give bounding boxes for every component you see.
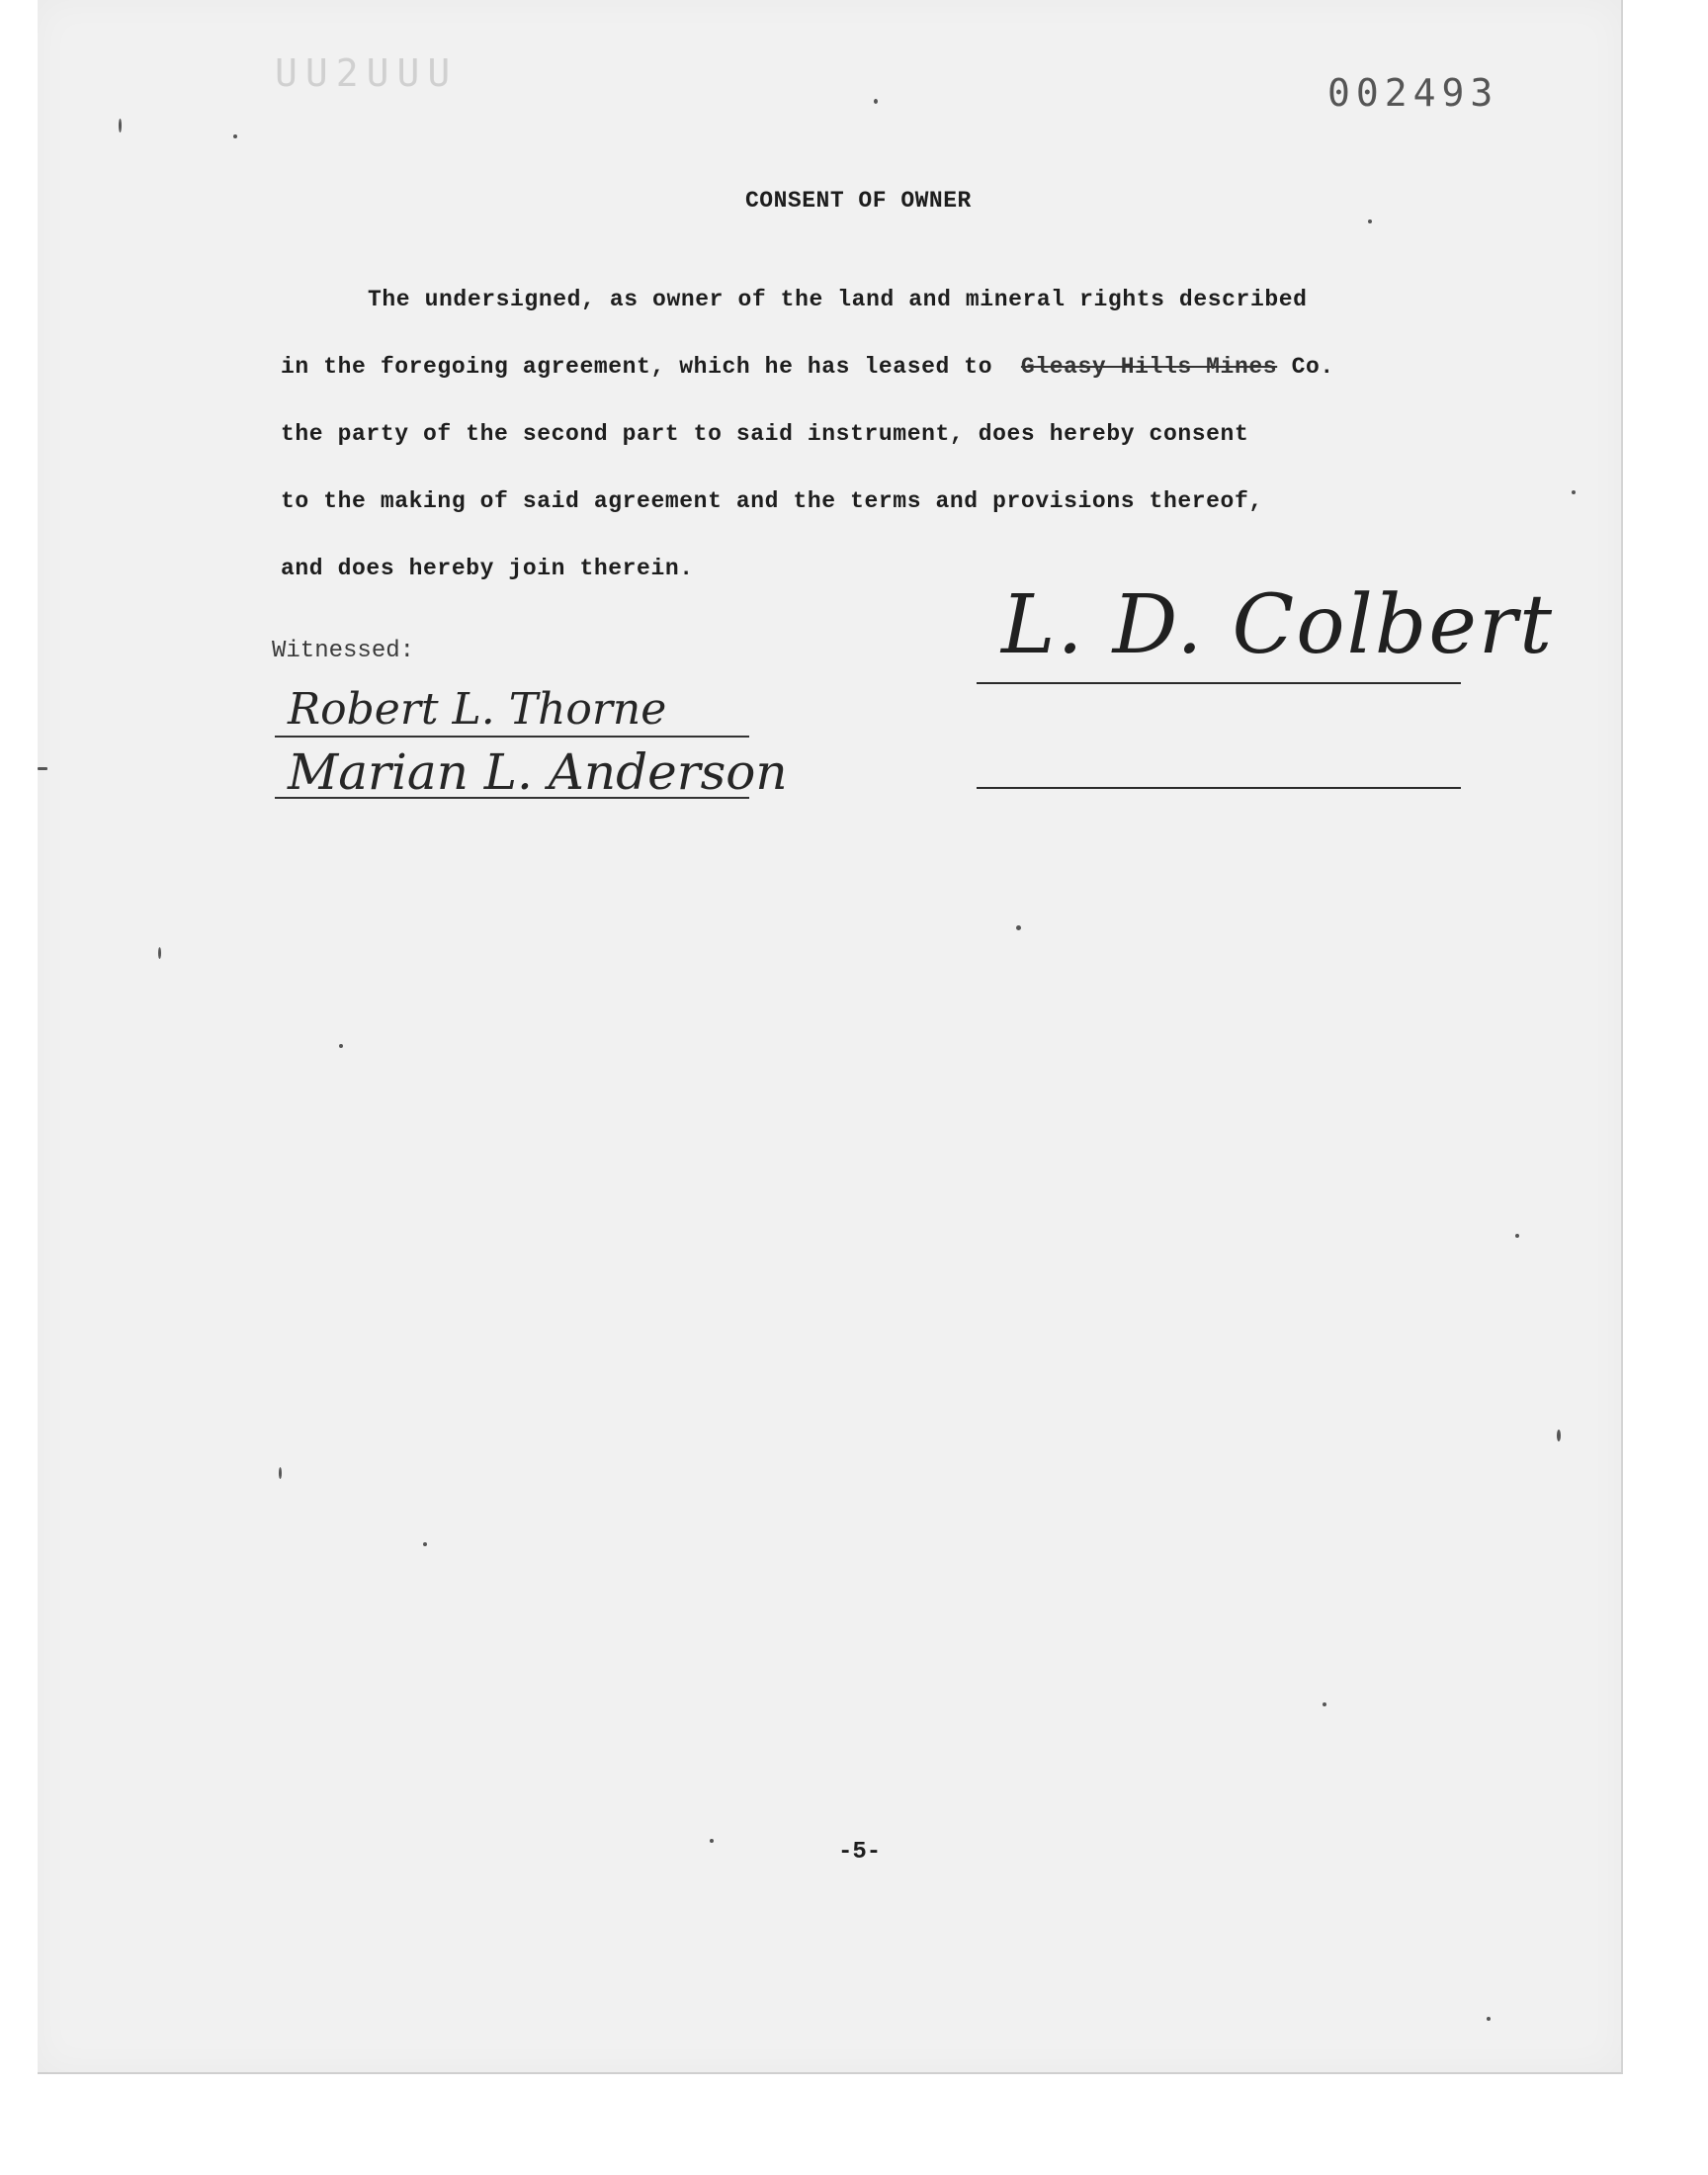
second-signature-line xyxy=(977,787,1461,789)
scan-speck xyxy=(1368,219,1372,223)
witness-signature-2: Marian L. Anderson xyxy=(288,743,788,801)
owner-signature: L. D. Colbert xyxy=(1001,578,1555,672)
document-title: CONSENT OF OWNER xyxy=(745,188,972,214)
scan-speck xyxy=(119,119,122,132)
struck-company-name: Gleasy Hills Mines xyxy=(1020,354,1278,380)
owner-signature-line xyxy=(977,682,1461,684)
scan-speck xyxy=(279,1467,282,1479)
scan-speck xyxy=(710,1839,714,1843)
scan-speck xyxy=(1572,490,1576,494)
witness-line-1 xyxy=(275,736,749,738)
scan-speck xyxy=(1323,1702,1326,1706)
body-line-3: the party of the second part to said instrument, does hereby consent xyxy=(281,421,1249,447)
witness-line-2 xyxy=(275,797,749,799)
body-line-2 xyxy=(281,354,1334,380)
body-line-5: and does hereby join therein. xyxy=(281,556,694,581)
scan-speck xyxy=(1487,2017,1491,2021)
scan-speck xyxy=(874,99,878,104)
body-line-4: to the making of said agreement and the terms and provisions thereof, xyxy=(281,488,1263,514)
page-number: -5- xyxy=(838,1839,882,1866)
bleed-through-number: UU2UUU xyxy=(275,51,459,95)
witnessed-label: Witnessed: xyxy=(272,638,415,664)
witness-signature-1: Robert L. Thorne xyxy=(288,684,667,735)
scan-speck xyxy=(1515,1234,1519,1238)
body-line-2-start: in the foregoing agreement, which he has leased to xyxy=(281,354,1021,380)
scan-speck xyxy=(38,767,47,770)
scan-speck xyxy=(423,1542,427,1546)
scan-speck xyxy=(158,947,161,959)
body-line-2-end: Co. xyxy=(1277,354,1334,380)
body-line-1: The undersigned, as owner of the land and mineral rights described xyxy=(368,287,1308,312)
document-page xyxy=(38,0,1623,2074)
scan-speck xyxy=(339,1044,343,1048)
scan-speck xyxy=(1557,1430,1561,1441)
scan-speck xyxy=(233,134,237,138)
scan-speck xyxy=(1016,925,1021,930)
document-stamp-number: 002493 xyxy=(1327,71,1499,115)
